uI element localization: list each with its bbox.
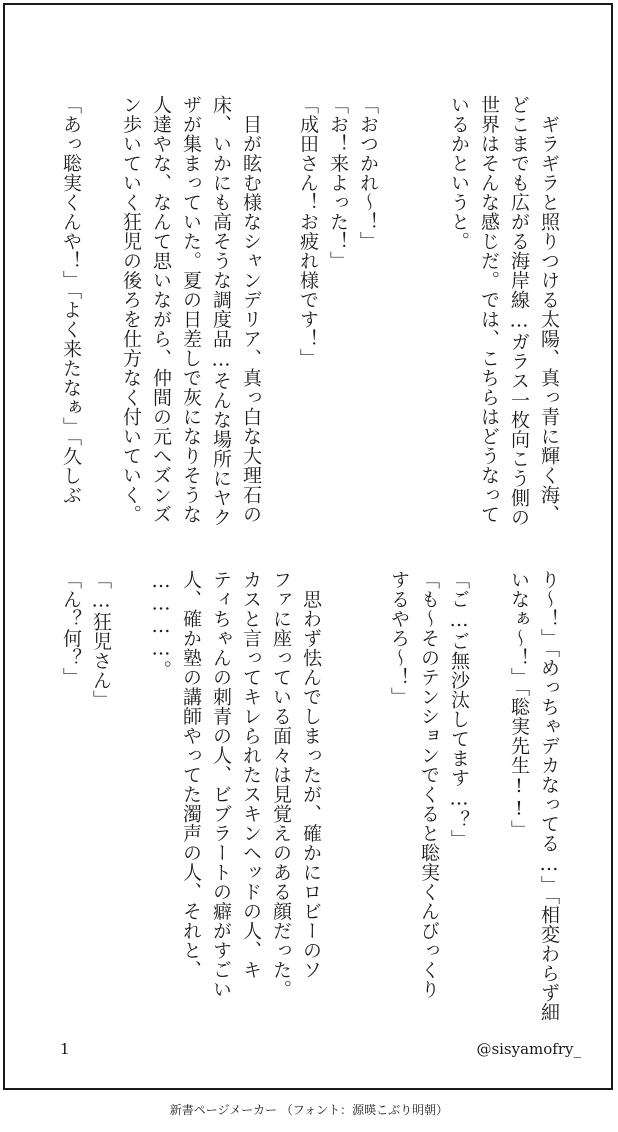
- lower-paragraph-faces: 思わず怯んでしまったが、確かにロビーのソ ファに座っている面々は見覚えのある顔だった。 カスと言ってキレられたスキンヘッドの人、キ ティちゃんの刺青の人、ビブラートの癖がすごい 人、確か塾の講師やってた濁声の人、それと、 …………。: [150, 570, 322, 999]
- page-frame: [3, 3, 613, 1090]
- footer-caption: 新書ページメーカー （フォント：源暎こぶり明朝）: [169, 1103, 449, 1117]
- page-number: 1: [60, 1040, 70, 1058]
- upper-paragraph-beach: ギラギラと照りつける太陽、真っ青に輝く海、 どこまでも広がる海岸線…ガラス一枚向こう側の 世界はそんな感じだ。では、こちらはどうなって いるかというと。: [448, 95, 560, 527]
- lower-dialogue-kyoji: 「…狂児さん」 「ん？何？」: [60, 570, 112, 710]
- upper-paragraph-lobby: 目が眩む様なシャンデリア、真っ白な大理石の 床、いかにも高そうな調度品…そんな場所にヤク ザが集まっていた。夏の日差しで灰になりそうな 人達やな、なんて思いながら、仲間の元へズンズ ン歩いていく狂児の後ろを仕方なく付いていく。 「あっ聡実くんや！」「よく来たなぁ」「久しぶ: [60, 95, 262, 527]
- upper-dialogue-greetings: 「おつかれ〜！」 「お！来よった！」 「成田さん！お疲れ様です！」: [297, 95, 379, 368]
- author-handle: @sisyamofry_: [476, 1040, 581, 1058]
- lower-dialogue-welcome: り〜！」「めっちゃデカなってる…」「相変わらず細 いなぁ〜！」「聡実先生!!」 「ご…ご無沙汰してます…？」 「も〜そのテンションでくると聡実くんびっくり するやろ〜！」: [388, 570, 560, 1022]
